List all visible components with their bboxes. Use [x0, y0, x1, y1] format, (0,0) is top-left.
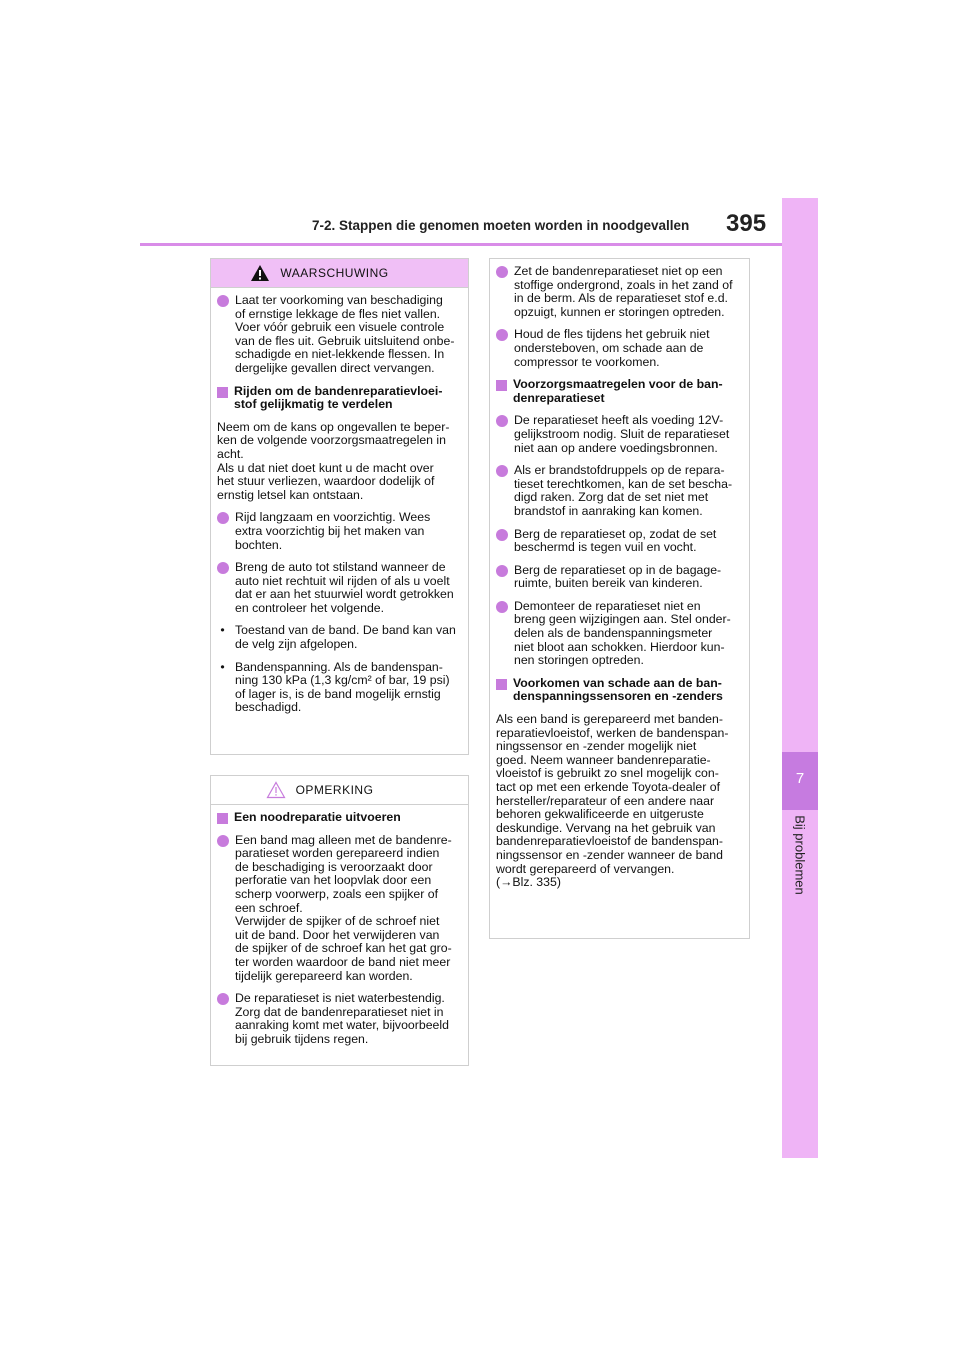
heading-square-icon — [217, 813, 228, 824]
sub-list-item: • Toestand van de band. De band kan van de velg zijn afgelopen. — [217, 624, 460, 651]
section-heading — [496, 677, 741, 704]
warning-icon — [250, 264, 270, 282]
bullet-text: Houd de fles tijdens het gebruik niet ondersteboven, om schade aan de compressor te voorkomen. — [514, 327, 710, 369]
bullet-text: Berg de reparatieset op, zodat de set beschermd is tegen vuil en vocht. — [514, 526, 717, 555]
side-tab — [782, 198, 818, 1158]
header-rule — [140, 243, 782, 246]
list-item — [496, 528, 741, 555]
list-item — [496, 328, 741, 369]
section-title: 7-2. Stappen die genomen moeten worden in noodgevallen — [312, 218, 690, 233]
heading-square-icon — [217, 387, 228, 398]
bullet-icon — [496, 529, 508, 541]
bullet-icon — [496, 565, 508, 577]
warning-header — [211, 259, 468, 288]
sub-bullet-text: Bandenspanning. Als de bandenspan- ning 130 kPa (1,3 kg/cm² of bar, 19 psi) of lager is, is de band mogelijk ernstig beschadigd. — [235, 659, 450, 715]
sub-list-item: • Bandenspanning. Als de bandenspan- ning 130 kPa (1,3 kg/cm² of bar, 19 psi) of lager is, is de band mogelijk ernstig beschadigd. — [217, 661, 460, 715]
note-box — [210, 775, 469, 1066]
bullet-icon — [496, 415, 508, 427]
heading-square-icon — [496, 679, 507, 690]
bullet-icon — [217, 512, 229, 524]
list-item — [217, 561, 460, 615]
heading-text: Een noodreparatie uitvoeren — [234, 810, 401, 824]
paragraph: Als een band is gerepareerd met banden- reparatievloeistof, werken de bandenspan- ningssensor en -zender mogelijk niet goed. Neem wanneer bandenreparatie- vloeistof is gebruikt zo snel mogelijk con- tact op met een erkende Toyota-dealer of hersteller/reparateur of een andere naar behoren gekwalificeerde en uitgeruste deskundige. Vervang na het gebruik van bandenreparatievloeistof de bandenspan- ningssensor en -zender wanneer de band wordt gerepareerd of vervangen. (→Blz. 335) — [496, 712, 729, 890]
list-item — [496, 265, 741, 319]
section-heading — [217, 811, 460, 825]
bullet-text: Rijd langzaam en voorzichtig. Wees extra voorzichtig bij het maken van bochten. — [235, 510, 431, 552]
chapter-number: 7 — [795, 770, 805, 787]
heading-text: Rijden om de bandenreparatievloei- stof gelijkmatig te verdelen — [234, 383, 443, 412]
bullet-text: Als er brandstofdruppels op de repara- tieset terechtkomen, kan de set bescha- digd raken. Zorg dat de set niet met brandstof in aanraking kan komen. — [514, 463, 733, 518]
warning-title: WAARSCHUWING — [280, 266, 389, 280]
bullet-icon — [217, 562, 229, 574]
chapter-label: Bij problemen — [792, 815, 808, 895]
bullet-text: Zet de bandenreparatieset niet op een stoffige ondergrond, zoals in het zand of in de berm. Als de reparatieset stof e.d. opzuigt, kunnen er storingen optreden. — [514, 264, 733, 319]
list-item — [217, 834, 460, 984]
list-item — [217, 992, 460, 1046]
bullet-icon — [496, 465, 508, 477]
bullet-text: Breng de auto tot stilstand wanneer de auto niet rechtuit wil rijden of als u voelt dat er aan het stuurwiel wordt getrokken en controleer het volgende. — [235, 560, 454, 615]
bullet-text: De reparatieset heeft als voeding 12V- gelijkstroom nodig. Sluit de reparatieset niet aan op andere voedingsbronnen. — [514, 413, 730, 455]
list-item — [496, 600, 741, 668]
bullet-icon — [217, 993, 229, 1005]
bullet-text: De reparatieset is niet waterbestendig. Zorg dat de bandenreparatieset niet in aanraking komt met water, bijvoorbeeld bij gebruik tijdens regen. — [235, 991, 449, 1046]
list-item — [217, 294, 460, 376]
heading-text: Voorzorgsmaatregelen voor de ban- denreparatieset — [513, 377, 723, 405]
heading-text: Voorkomen van schade aan de ban- denspanningssensoren en -zenders — [513, 675, 723, 704]
paragraph: Neem om de kans op ongevallen te beper- ken de volgende voorzorgsmaatregelen in acht. Als u dat niet doet kunt u de macht over het stuur verliezen, waardoor dodelijk of ernstig letsel kan ontstaan. — [217, 419, 450, 502]
warning-box — [210, 258, 469, 755]
list-item — [496, 564, 741, 591]
caution-icon — [266, 781, 286, 799]
sub-bullet-text: Toestand van de band. De band kan van de velg zijn afgelopen. — [235, 623, 456, 652]
page-number: 395 — [726, 210, 767, 237]
continued-box — [489, 258, 750, 939]
bullet-text: Een band mag alleen met de bandenre- paratieset worden gerepareerd indien de beschadiging is veroorzaakt door perforatie van het loopvlak door een scherp voorwerp, zoals een spijker of een schroef. Verwijder de spijker of de schroef niet uit de band. Door het verwijderen van de spijker of de schroef kan het gat gro- ter worden waardoor de band niet meer tijdelijk gerepareerd kan worden. — [235, 832, 452, 983]
list-item — [217, 511, 460, 552]
bullet-icon — [496, 329, 508, 341]
bullet-icon — [217, 295, 229, 307]
section-heading — [496, 378, 741, 405]
bullet-icon — [217, 835, 229, 847]
note-header — [211, 776, 468, 805]
bullet-text: Demonteer de reparatieset niet en breng geen wijzigingen aan. Stel onder- delen als de bandenspanningsmeter niet bloot aan schokken. Hierdoor kun- nen storingen optreden. — [514, 598, 731, 668]
bullet-text: Berg de reparatieset op in de bagage- ruimte, buiten bereik van kinderen. — [514, 562, 722, 591]
note-title: OPMERKING — [295, 783, 374, 797]
heading-square-icon — [496, 380, 507, 391]
bullet-icon — [496, 601, 508, 613]
section-heading — [217, 385, 460, 412]
list-item — [496, 414, 741, 455]
bullet-icon — [496, 266, 508, 278]
bullet-text: Laat ter voorkoming van beschadiging of ernstige lekkage de fles niet vallen. Voer vóór gebruik een visuele controle van de fles uit. Gebruik uitsluitend onbe- schadigde en niet-lekkende flessen. In dergelijke gevallen direct vervangen. — [235, 293, 455, 375]
list-item — [496, 464, 741, 518]
